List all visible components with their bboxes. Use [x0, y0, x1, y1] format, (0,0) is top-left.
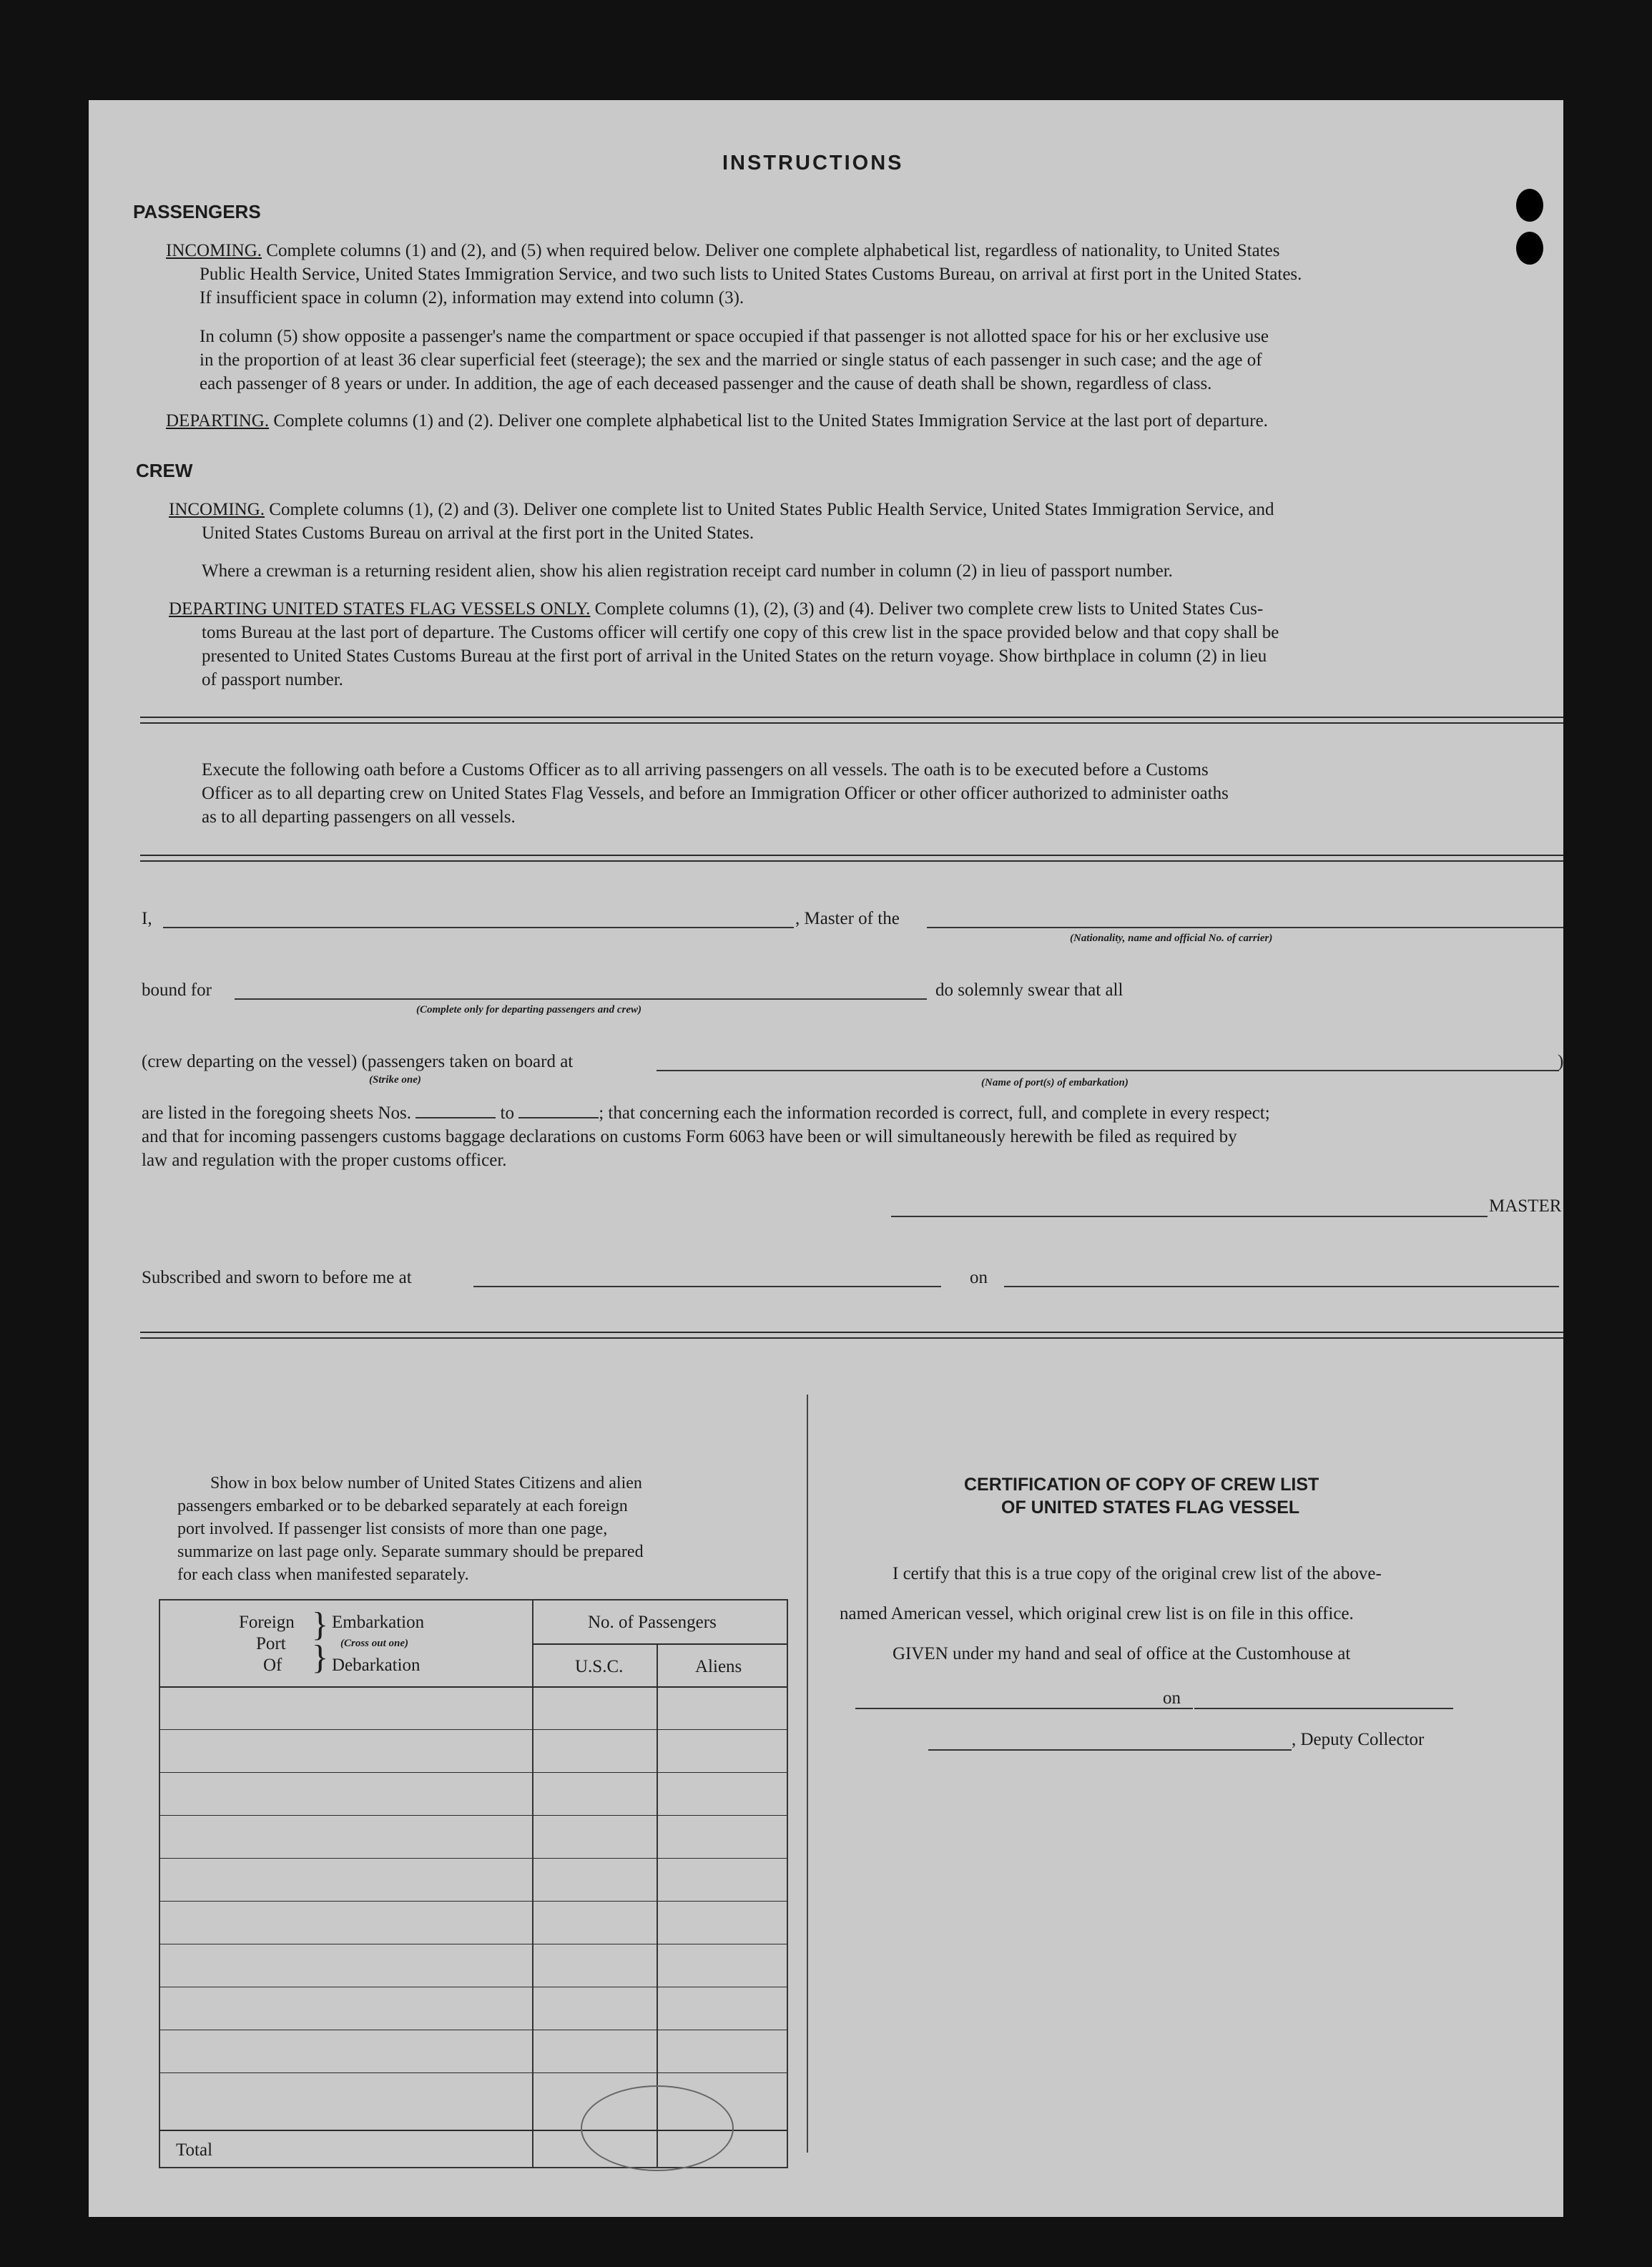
passengers-incoming-line2: Public Health Service, United States Immigration Service, and two such lists to United States Customs Bureau, on arrival at first port in the United States. — [200, 265, 1302, 284]
summary-line3: port involved. If passenger list consists of more than one page, — [177, 1520, 608, 1538]
table-column-divider — [532, 1600, 534, 2167]
customhouse-field[interactable] — [855, 1708, 1193, 1709]
certify-line2: named American vessel, which original crew list is on file in this office. — [840, 1604, 1354, 1623]
punch-hole — [1516, 189, 1543, 222]
sworn-place-field[interactable] — [473, 1286, 941, 1287]
column5-line1: In column (5) show opposite a passenger's name the compartment or space occupied if that passenger is not allotted space for his or her exclusive use — [200, 327, 1269, 346]
bound-for-label: bound for — [142, 980, 212, 1000]
passengers-departing-label: DEPARTING. — [166, 411, 270, 431]
passengers-departing-line: DEPARTING. Complete columns (1) and (2). Deliver one complete alphabetical list to the United States Immigration Service at the last port of departure. — [166, 411, 1268, 431]
crew-departing-line3: presented to United States Customs Bureau at the first port of arrival in the United States on the return voyage. Show birthplace in column (2) in lieu — [202, 646, 1267, 666]
section-divider — [140, 860, 1563, 862]
vessel-field[interactable] — [927, 927, 1563, 928]
total-label: Total — [176, 2140, 213, 2160]
brace-glyph: } — [312, 1605, 329, 1643]
passengers-incoming-line3: If insufficient space in column (2), information may extend into column (3). — [200, 288, 744, 308]
certification-title-line1: CERTIFICATION OF COPY OF CREW LIST — [964, 1475, 1319, 1495]
subscribed-label: Subscribed and sworn to before me at — [142, 1268, 412, 1287]
port-label: Port — [256, 1634, 286, 1653]
sworn-date-field[interactable] — [1004, 1286, 1559, 1287]
summary-line5: for each class when manifested separately. — [177, 1565, 469, 1584]
table-row-line — [160, 1901, 787, 1902]
passengers-incoming-label: INCOMING. — [166, 241, 262, 260]
deputy-collector-label: , Deputy Collector — [1292, 1730, 1425, 1749]
crew-departing-label: DEPARTING UNITED STATES FLAG VESSELS ONLY. — [169, 599, 591, 619]
passenger-summary-table — [159, 1599, 788, 2168]
section-divider — [140, 722, 1563, 724]
bound-for-field[interactable] — [235, 998, 927, 1000]
solemnly-swear-text: do solemnly swear that all — [935, 980, 1124, 1000]
crew-departing-oath-text: (crew departing on the vessel) (passengers taken on board at — [142, 1052, 574, 1071]
certification-title-line2: OF UNITED STATES FLAG VESSEL — [1001, 1498, 1300, 1518]
foreign-label: Foreign — [239, 1613, 295, 1632]
customs-stamp — [581, 2085, 734, 2171]
certify-line1: I certify that this is a true copy of the original crew list of the above- — [893, 1564, 1382, 1583]
crew-alien-note: Where a crewman is a returning resident alien, show his alien registration receipt card number in column (2) in lieu of passport number. — [202, 561, 1173, 581]
page-title: INSTRUCTIONS — [722, 152, 904, 174]
master-signature-field[interactable] — [891, 1216, 1488, 1217]
cross-out-caption: (Cross out one) — [340, 1638, 409, 1649]
table-row-line — [160, 2072, 787, 2073]
certification-divider — [807, 1395, 808, 2153]
brace-glyph: } — [312, 1638, 329, 1676]
table-header-divider — [532, 1643, 787, 1645]
sworn-on-label: on — [970, 1268, 988, 1287]
nationality-caption: (Nationality, name and official No. of carrier) — [1070, 933, 1273, 944]
usc-label: U.S.C. — [575, 1657, 624, 1676]
column5-line3: each passenger of 8 years or under. In addition, the age of each deceased passenger and the cause of death shall be shown, regardless of class. — [200, 374, 1212, 393]
sheet-from-field[interactable] — [416, 1101, 496, 1118]
no-passengers-label: No. of Passengers — [588, 1613, 717, 1632]
master-label: MASTER — [1489, 1196, 1562, 1216]
certification-date-field[interactable] — [1194, 1708, 1453, 1709]
bound-for-caption: (Complete only for departing passengers and crew) — [416, 1004, 641, 1016]
given-text: GIVEN under my hand and seal of office at the Customhouse at — [893, 1644, 1351, 1663]
section-divider — [140, 717, 1563, 718]
of-label: Of — [263, 1656, 282, 1675]
table-header-divider — [160, 1686, 787, 1688]
table-row-line — [160, 1815, 787, 1816]
summary-line1: Show in box below number of United States Citizens and alien — [210, 1474, 642, 1493]
summary-line2: passengers embarked or to be debarked separately at each foreign — [177, 1497, 628, 1515]
crew-incoming-line2: United States Customs Bureau on arrival at the first port in the United States. — [202, 523, 754, 543]
deputy-collector-signature-field[interactable] — [928, 1749, 1292, 1751]
listed-sheets-line2: and that for incoming passengers customs baggage declarations on customs Form 6063 have been or will simultaneously herewith be filed as required by — [142, 1127, 1237, 1146]
document-page — [89, 100, 1563, 2217]
crew-departing-line1: DEPARTING UNITED STATES FLAG VESSELS ONLY. Complete columns (1), (2), (3) and (4). Deliver two complete crew lists to United States Cus- — [169, 599, 1264, 619]
punch-hole — [1516, 232, 1543, 265]
crew-incoming-line1: INCOMING. Complete columns (1), (2) and (3). Deliver one complete list to United States Public Health Service, United States Immigration Service, and — [169, 500, 1274, 519]
listed-sheets-line3: law and regulation with the proper customs officer. — [142, 1151, 507, 1170]
close-paren: ) — [1558, 1052, 1564, 1071]
ports-caption: (Name of port(s) of embarkation) — [981, 1077, 1129, 1088]
certification-on-label: on — [1163, 1688, 1181, 1708]
crew-heading: CREW — [136, 460, 193, 481]
crew-incoming-label: INCOMING. — [169, 500, 265, 519]
column5-line2: in the proportion of at least 36 clear superficial feet (steerage); the sex and the married or single status of each passenger in such case; and the age of — [200, 350, 1262, 370]
crew-departing-line2: toms Bureau at the last port of departure. The Customs officer will certify one copy of this crew list in the space provided below and that copy shall be — [202, 623, 1279, 642]
oath-intro-line1: Execute the following oath before a Customs Officer as to all arriving passengers on all vessels. The oath is to be executed before a Customs — [202, 760, 1209, 780]
strike-one-caption: (Strike one) — [369, 1074, 421, 1086]
passengers-incoming-line1: INCOMING. Complete columns (1) and (2), and (5) when required below. Deliver one complete alphabetical list, regardless of nationality, to United States — [166, 241, 1280, 260]
crew-departing-line4: of passport number. — [202, 670, 343, 689]
master-name-field[interactable] — [163, 927, 794, 928]
listed-sheets-line1: are listed in the foregoing sheets Nos. to ; that concerning each the information recorded is correct, full, and complete in every respect; — [142, 1101, 1270, 1125]
debarkation-label: Debarkation — [332, 1656, 421, 1675]
oath-intro-line2: Officer as to all departing crew on United States Flag Vessels, and before an Immigration Officer or other officer authorized to administer oaths — [202, 784, 1229, 803]
embarkation-ports-field[interactable] — [657, 1070, 1559, 1071]
passengers-heading: PASSENGERS — [133, 201, 261, 222]
aliens-label: Aliens — [695, 1657, 742, 1676]
sheet-to-field[interactable] — [518, 1101, 599, 1118]
master-of-label: , Master of the — [795, 909, 900, 928]
section-divider — [140, 1337, 1563, 1339]
oath-i-label: I, — [142, 909, 152, 928]
section-divider — [140, 855, 1563, 856]
table-row-line — [160, 1729, 787, 1730]
embarkation-label: Embarkation — [332, 1613, 425, 1632]
table-row-line — [160, 1858, 787, 1859]
section-divider — [140, 1332, 1563, 1333]
summary-line4: summarize on last page only. Separate summary should be prepared — [177, 1543, 644, 1561]
oath-intro-line3: as to all departing passengers on all vessels. — [202, 807, 516, 827]
table-row-line — [160, 1772, 787, 1773]
